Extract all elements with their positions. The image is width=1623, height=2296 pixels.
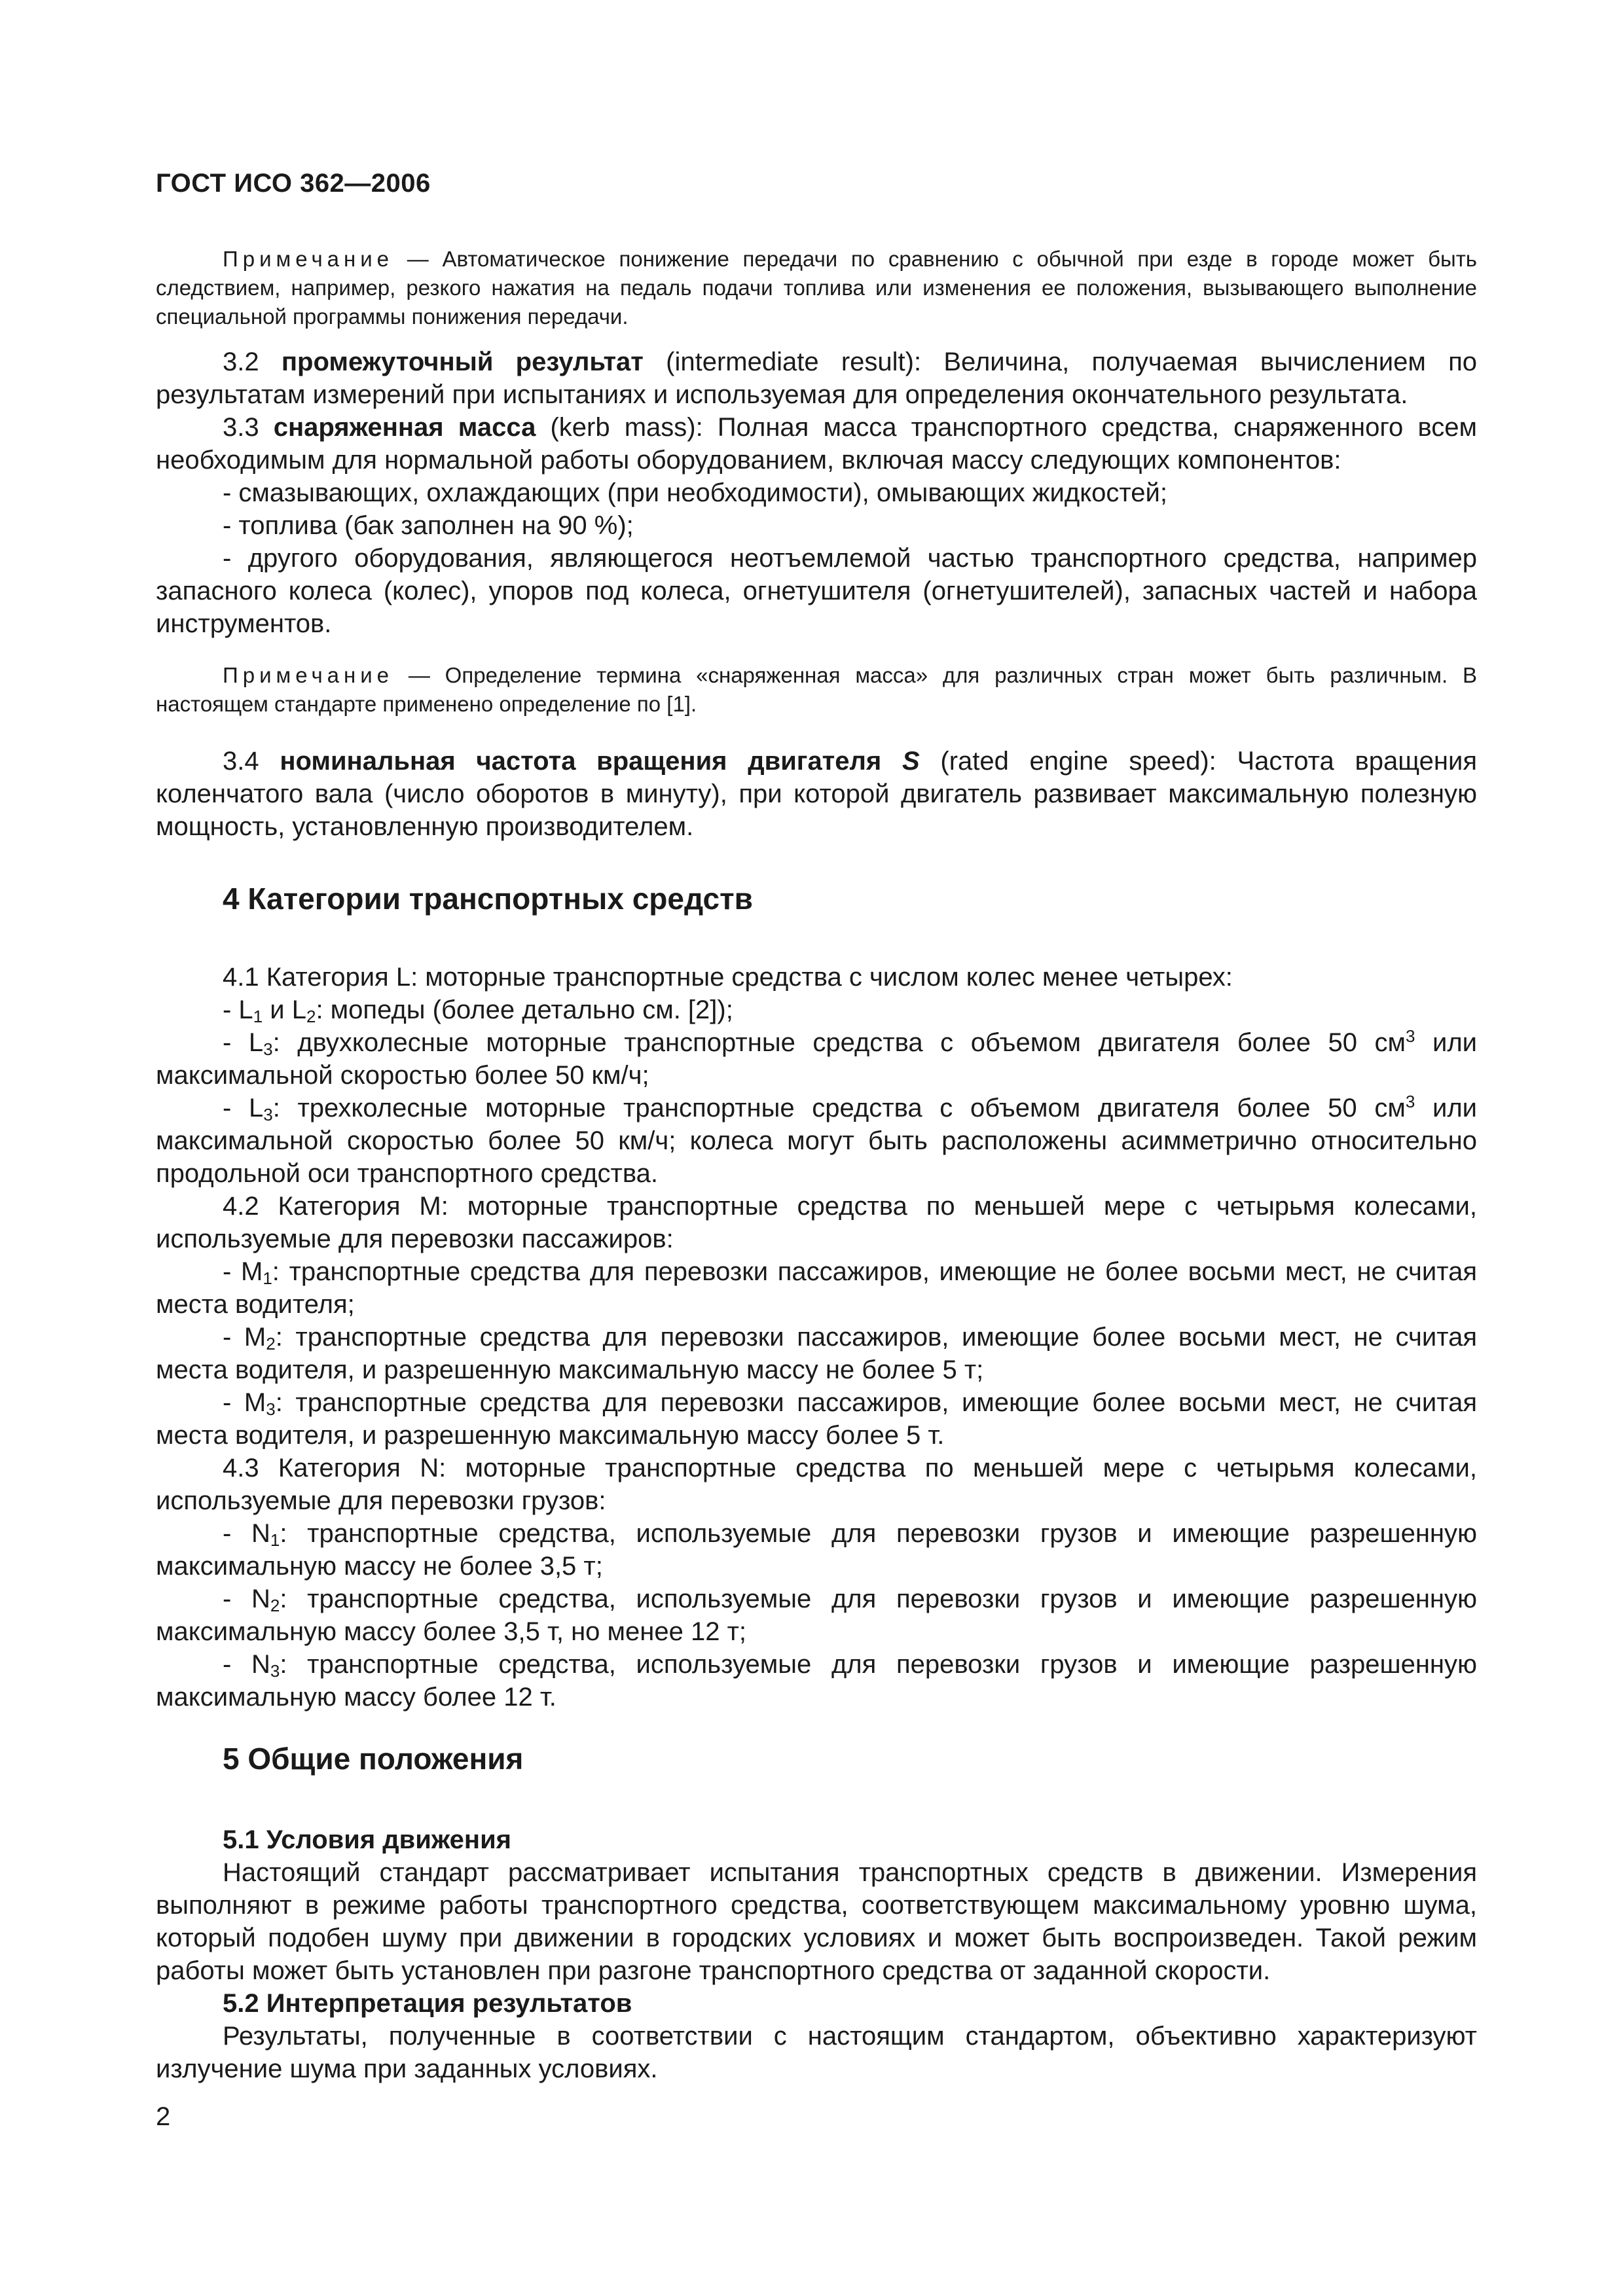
document-header: ГОСТ ИСО 362—2006 <box>156 169 431 198</box>
list-item: - $M_1$: транспортные средства для перевозки пассажиров, имеющие не более восьми мест, не считая места водителя; <box>156 1257 1477 1319</box>
term-rated-engine-speed: номинальная частота вращения двигателя <box>280 747 882 776</box>
list-item: - $N_1$: транспортные средства, используемые для перевозки грузов и имеющие разрешенную максимальную массу не более 3,5 т; <box>156 1519 1477 1581</box>
list-item: - $M_2$: транспортные средства для перевозки пассажиров, имеющие более восьми мест, не считая места водителя, и разрешенную максимальную массу не более 5 т; <box>156 1323 1477 1384</box>
section-4-heading-block <box>156 881 1477 916</box>
note-text: Автоматическое понижение передачи по сравнению с обычной при езде в городе может быть следствием, например, резкого нажатия на педаль подачи топлива или изменения ее положения, вызывающего выполнение специальной программы понижения передачи. <box>156 247 1478 329</box>
list-item: - $N_3$: транспортные средства, используемые для перевозки грузов и имеющие разрешенную максимальную массу более 12 т. <box>156 1650 1477 1712</box>
definition-3-4: 3.4 номинальная частота вращения двигателя S (rated engine speed): Частота вращения коленчатого вала (число оборотов в минуту), при которой двигатель развивает максимальную полезную мощность, установленную производителем. <box>156 747 1477 841</box>
section-4-body <box>156 961 1477 1713</box>
note-paragraph: Примечание — Определение термина «снаряженная масса» для различных стран может быть различным. В настоящем стандарте применено определение по [1]. <box>156 663 1477 716</box>
subsection-5-1-text: Настоящий стандарт рассматривает испытания транспортных средств в движении. Измерения выполняют в режиме работы транспортного средства, соответствующем максимальному уровню шума, который подобен шуму при движении в городских условиях и может быть воспроизведен. Такой режим работы может быть установлен при разгоне транспортного средства от заданной скорости. <box>156 1858 1477 1985</box>
list-item: - $L_1$ и $L_2$: мопеды (более детально см. [2]); <box>223 996 733 1026</box>
section-3-definitions <box>156 346 1477 640</box>
section-5-title: 5 Общие положения <box>223 1742 524 1776</box>
definition-3-4-block <box>156 745 1477 843</box>
section-4-title: 4 Категории транспортных средств <box>223 882 753 916</box>
note-1 <box>156 245 1477 331</box>
page-number: 2 <box>156 2102 171 2131</box>
list-item: - другого оборудования, являющегося неотъемлемой частью транспортного средства, например запасного колеса (колес), упоров под колеса, огнетушителя (огнетушителей), запасных частей и набора инструментов. <box>156 544 1477 638</box>
note-label: Примечание <box>223 247 394 271</box>
list-item: - $L_3$: трехколесные моторные транспортные средства с объемом двигателя более 50 $см^3$ или максимальной скоростью более 50 км/ч; колеса могут быть расположены асимметрично относительно продольной оси транспортного средства. <box>156 1092 1478 1188</box>
list-item: - $L_3$: двухколесные моторные транспортные средства с объемом двигателя более 50 $см^3$ или максимальной скоростью более 50 км/ч; <box>156 1026 1478 1090</box>
section-5-heading-block <box>156 1741 1477 1776</box>
list-item: - $N_2$: транспортные средства, используемые для перевозки грузов и имеющие разрешенную максимальную массу более 3,5 т, но менее 12 т; <box>156 1585 1477 1646</box>
section-5-body <box>156 1823 1477 2085</box>
definition-3-3: 3.3 снаряженная масса (kerb mass): Полная масса транспортного средства, снаряженного всем необходимым для нормальной работы оборудованием, включая массу следующих компонентов: <box>156 413 1477 475</box>
note-2 <box>156 661 1477 719</box>
clause-4-3: 4.3 Категория N: моторные транспортные средства по меньшей мере с четырьмя колесами, используемые для перевозки грузов: <box>156 1454 1477 1515</box>
list-item: - смазывающих, охлаждающих (при необходимости), омывающих жидкостей; <box>223 478 1167 507</box>
definition-3-2: 3.2 промежуточный результат (intermediate result): Величина, получаемая вычислением по результатам измерений при испытаниях и используемая для определения окончательного результата. <box>156 348 1478 409</box>
clause-4-1: 4.1 Категория L: моторные транспортные средства с числом колес менее четырех: <box>223 963 1233 992</box>
list-item: - $M_3$: транспортные средства для перевозки пассажиров, имеющие более восьми мест, не считая места водителя, и разрешенную максимальную массу более 5 т. <box>156 1388 1477 1450</box>
subsection-5-2-title: 5.2 Интерпретация результатов <box>223 1989 632 2018</box>
term-kerb-mass: снаряженная масса <box>273 413 536 442</box>
note-paragraph: Примечание — Автоматическое понижение передачи по сравнению с обычной при езде в городе может быть следствием, например, резкого нажатия на педаль подачи топлива или изменения ее положения, вызывающего выполнение специальной программы понижения передачи. <box>156 247 1478 329</box>
list-item: - топлива (бак заполнен на 90 %); <box>223 511 634 540</box>
note-text: Определение термина «снаряженная масса» для различных стран может быть различным. В настоящем стандарте применено определение по [1]. <box>156 663 1477 716</box>
subsection-5-1-title: 5.1 Условия движения <box>223 1825 512 1854</box>
note-label: Примечание <box>223 663 394 687</box>
subsection-5-2-text: Результаты, полученные в соответствии с настоящим стандартом, объективно характеризуют излучение шума при заданных условиях. <box>156 2022 1477 2083</box>
term-intermediate-result: промежуточный результат <box>281 348 644 376</box>
symbol-s: S <box>902 747 920 776</box>
clause-4-2: 4.2 Категория M: моторные транспортные средства по меньшей мере с четырьмя колесами, используемые для перевозки пассажиров: <box>156 1192 1477 1253</box>
